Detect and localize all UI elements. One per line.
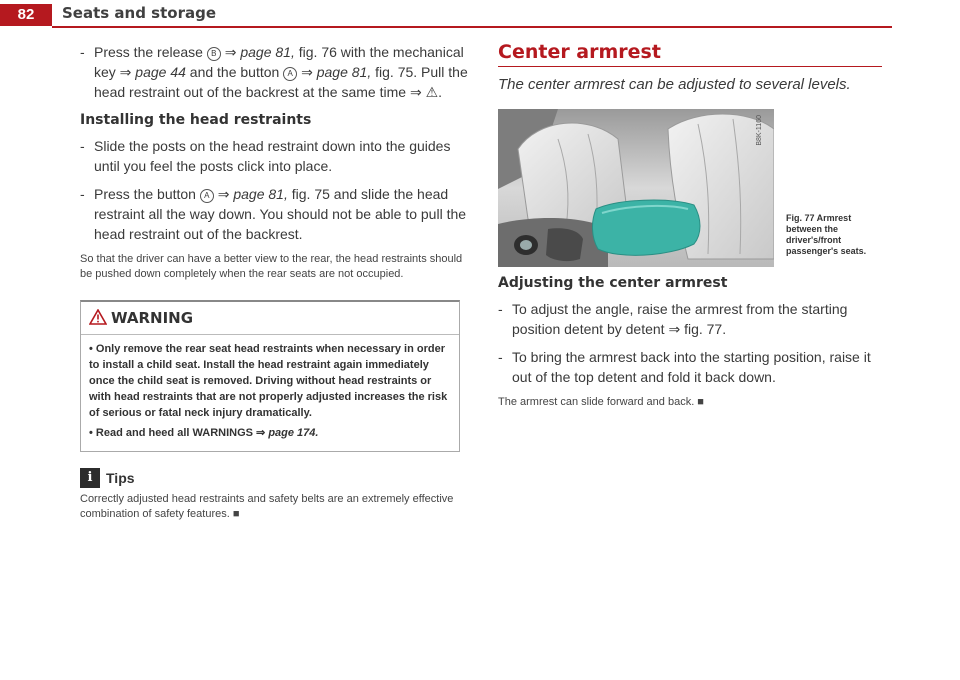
tips-text: Correctly adjusted head restraints and safety belts are an extremely effective combination of safety features. ■	[80, 493, 454, 520]
warning-triangle-icon	[89, 309, 107, 325]
warning-body	[81, 335, 459, 451]
left-column	[80, 42, 468, 522]
adjust-step-1: - To adjust the angle, raise the armrest from the starting position detent by detent ⇒ fig. 77.	[498, 301, 848, 337]
warning-title: WARNING	[111, 309, 194, 327]
adjusting-heading: Adjusting the center armrest	[498, 275, 728, 291]
warning-header	[81, 302, 459, 335]
page-number: 82	[0, 4, 52, 26]
tips-title: Tips	[106, 470, 135, 486]
warning-text-1: • Only remove the rear seat head restraints when necessary in order to install a child seat. Install the head restraint again immediately once the child seat is removed. Driving without head restraints or with head restraints that are not properly adjusted increases the risk of serious or fatal neck injury dramatically.	[89, 343, 448, 419]
center-armrest-title: Center armrest	[498, 42, 882, 67]
warning-text-2: • Read and heed all WARNINGS ⇒ page 174.	[89, 427, 319, 439]
armrest-slide-note: The armrest can slide forward and back. ■	[498, 396, 704, 408]
page-ref-link[interactable]: page 44	[135, 64, 186, 80]
instruction-remove-step: - Press the release B ⇒ page 81, fig. 76 with the mechanical key ⇒ page 44 and the button A ⇒ page 81, fig. 75. Pull the head restraint out of the backrest at the same time ⇒ ⚠.	[80, 44, 468, 100]
tips-header	[80, 468, 468, 488]
page-ref-link[interactable]: page 81,	[233, 186, 288, 202]
installing-heading: Installing the head restraints	[80, 112, 312, 128]
figure-77	[498, 109, 882, 267]
armrest-illustration	[498, 109, 774, 267]
button-a-icon: A	[283, 67, 297, 81]
center-armrest-subtitle: The center armrest can be adjusted to several levels.	[498, 76, 851, 93]
page-ref-link[interactable]: page 81,	[316, 64, 372, 80]
instruction-install-step-1: - Slide the posts on the head restraint down into the guides until you feel the posts click into place.	[80, 138, 451, 174]
header-rule	[52, 26, 892, 28]
adjust-step-2: - To bring the armrest back into the starting position, raise it out of the top detent and fold it back down.	[498, 349, 871, 385]
armrest-photo	[498, 109, 774, 267]
info-icon: i	[80, 468, 100, 488]
release-b-icon: B	[207, 47, 221, 61]
right-column	[498, 42, 882, 410]
instruction-install-step-2: - Press the button A ⇒ page 81, fig. 75 and slide the head restraint all the way down. You should not be able to pull the head restraint out of the backrest.	[80, 186, 467, 242]
figure-id: B8K-1160	[756, 115, 763, 146]
bullet-dash: -	[80, 44, 85, 60]
button-a-icon: A	[200, 189, 214, 203]
figure-caption: Fig. 77 Armrest between the driver's/front passenger's seats.	[786, 213, 867, 256]
page-ref-link[interactable]: page 81,	[240, 44, 295, 60]
section-title: Seats and storage	[62, 4, 217, 22]
page-ref-link[interactable]: page 174.	[268, 427, 319, 439]
page-header	[0, 0, 960, 28]
rear-view-note: So that the driver can have a better view to the rear, the head restraints should be pushed down completely when the rear seats are not occupied.	[80, 253, 463, 280]
warning-box	[80, 300, 460, 452]
